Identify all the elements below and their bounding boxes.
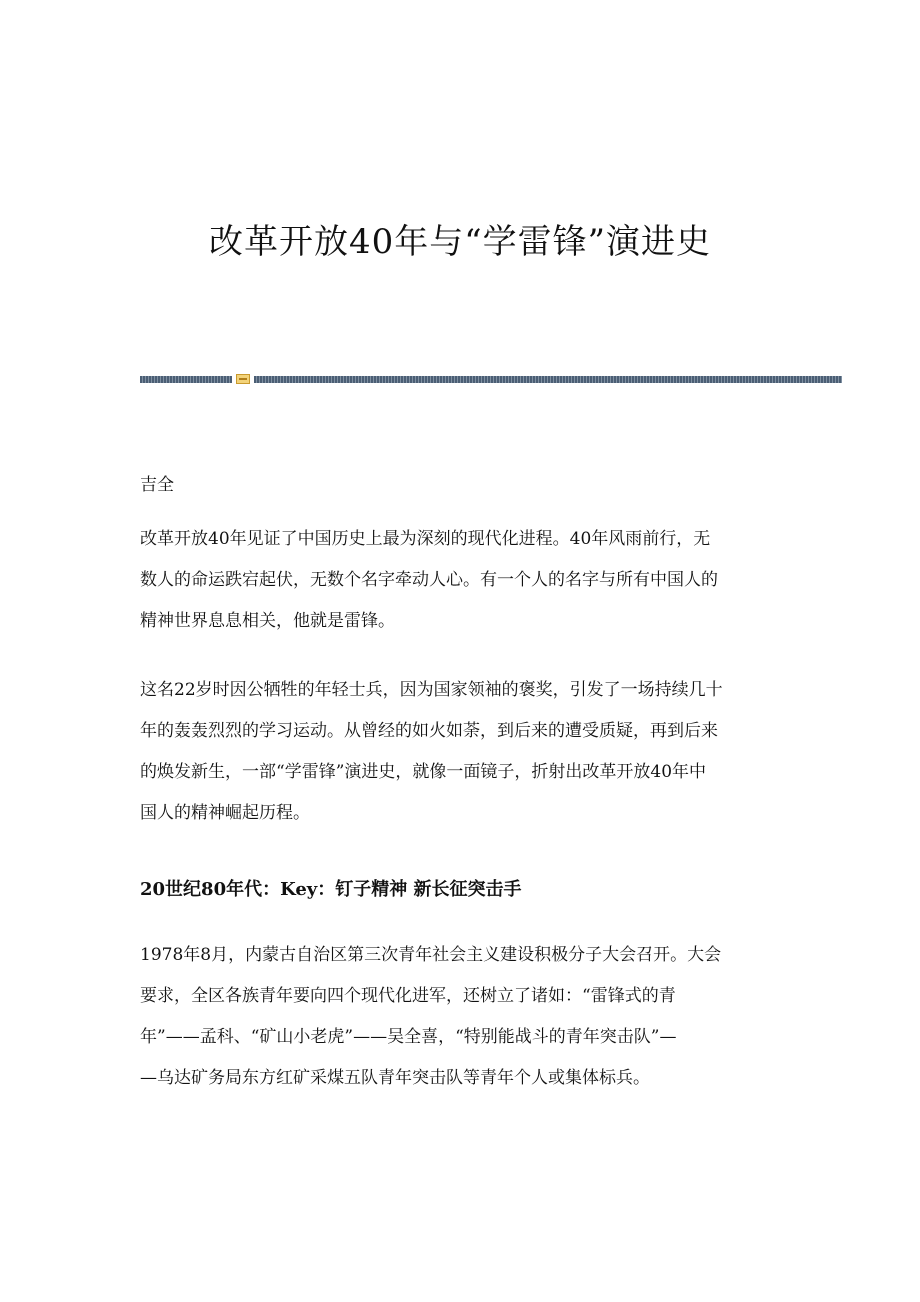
divider-bar-right bbox=[254, 376, 842, 383]
paragraph-1978 bbox=[140, 935, 780, 1099]
paragraph-line: —乌达矿务局东方红矿采煤五队青年突击队等青年个人或集体标兵。 bbox=[140, 1068, 650, 1088]
paragraph-line: 年的轰轰烈烈的学习运动。从曾经的如火如荼，到后来的遭受质疑，再到后来 bbox=[140, 721, 718, 741]
paragraph-line: 国人的精神崛起历程。 bbox=[140, 803, 310, 823]
divider-badge-icon bbox=[236, 374, 250, 384]
paragraph-line: 这名22岁时因公牺牲的年轻士兵，因为国家领袖的褒奖，引发了一场持续几十 bbox=[140, 680, 723, 700]
paragraph-line: 要求，全区各族青年要向四个现代化进军，还树立了诸如：“雷锋式的青 bbox=[140, 986, 676, 1006]
section-heading: 20世纪80年代：Key：钉子精神 新长征突击手 bbox=[140, 879, 522, 900]
paragraph-line: 数人的命运跌宕起伏，无数个名字牵动人心。有一个人的名字与所有中国人的 bbox=[140, 570, 718, 590]
paragraph-background bbox=[140, 670, 780, 834]
paragraph-line: 年”——孟科、“矿山小老虎”——吴全喜，“特别能战斗的青年突击队”— bbox=[140, 1027, 677, 1047]
divider-bar-left bbox=[140, 376, 232, 383]
title-divider bbox=[140, 374, 842, 384]
author-name: 吉全 bbox=[140, 475, 174, 495]
paragraph-line: 的焕发新生，一部“学雷锋”演进史，就像一面镜子，折射出改革开放40年中 bbox=[140, 762, 707, 782]
page-title: 改革开放40年与“学雷锋”演进史 bbox=[208, 222, 712, 262]
paragraph-intro bbox=[140, 519, 780, 642]
paragraph-line: 改革开放40年见证了中国历史上最为深刻的现代化进程。40年风雨前行，无 bbox=[140, 529, 711, 549]
paragraph-line: 精神世界息息相关，他就是雷锋。 bbox=[140, 611, 395, 631]
paragraph-line: 1978年8月，内蒙古自治区第三次青年社会主义建设积极分子大会召开。大会 bbox=[140, 945, 722, 965]
